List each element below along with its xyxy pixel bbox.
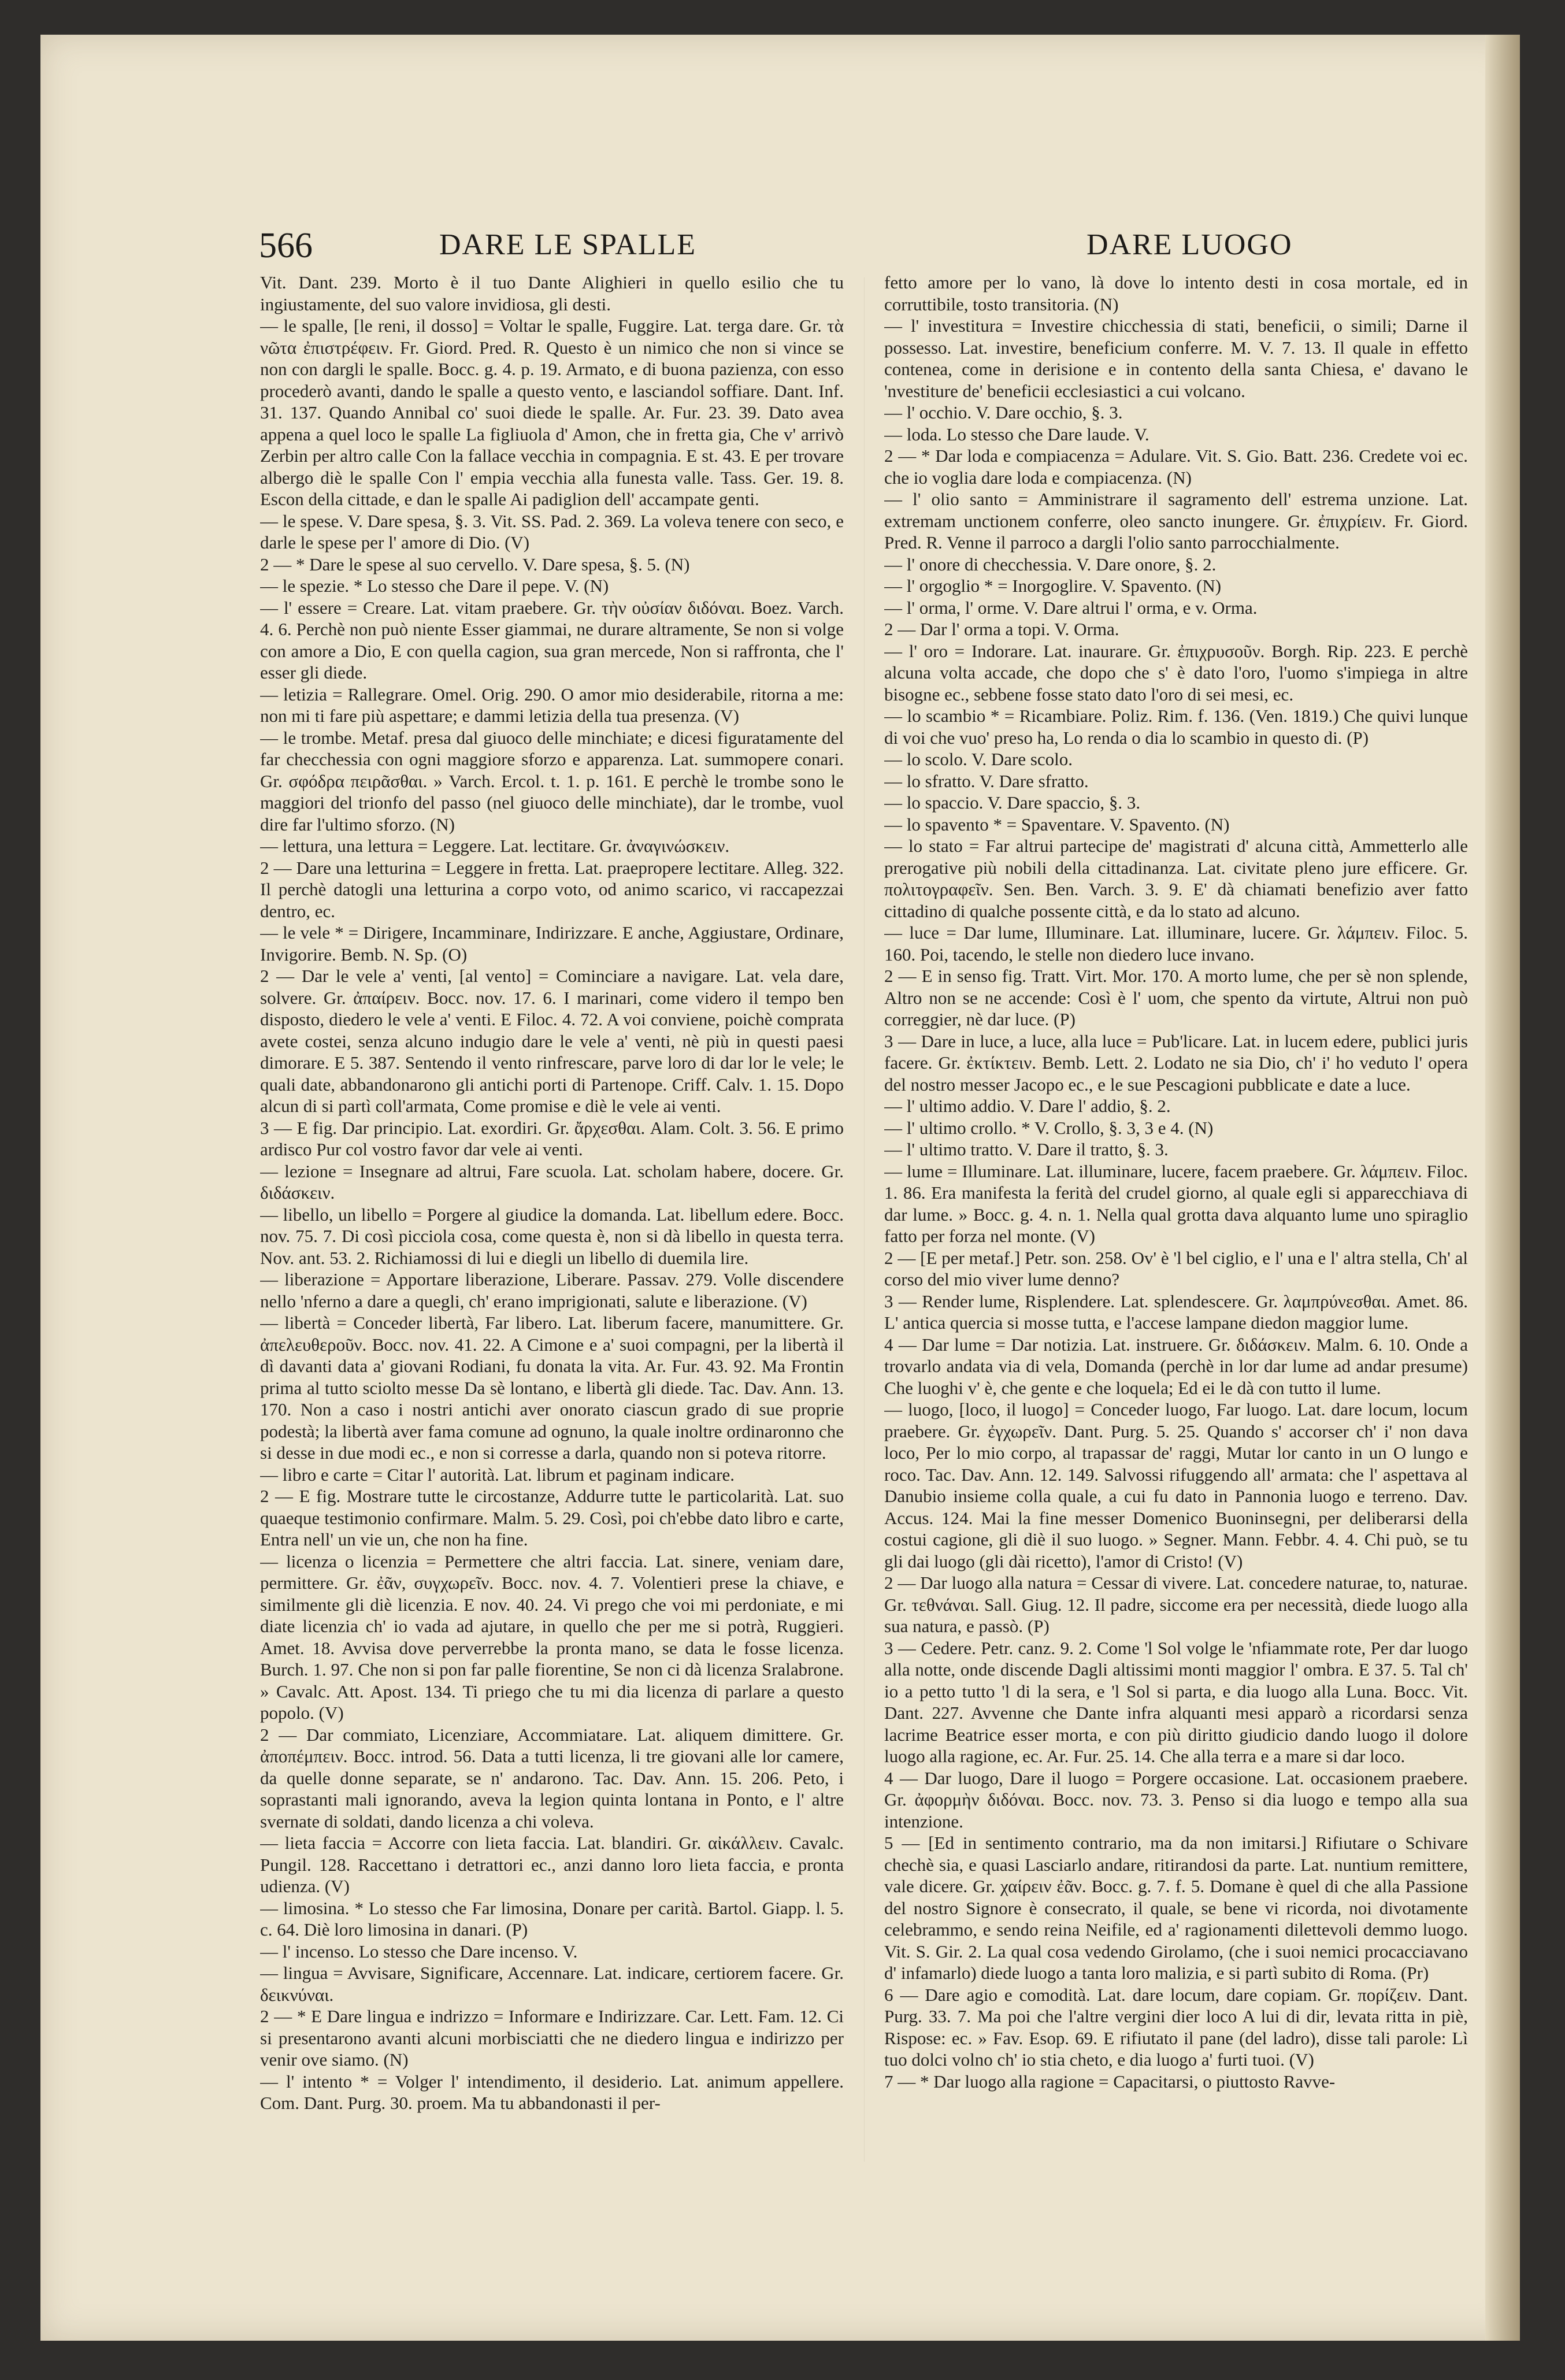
dictionary-entry: — l' essere = Creare. Lat. vitam praebere. Gr. τὴν οὐσίαν διδόναι. Boez. Varch. 4. 6. Perchè non può niente Esser giammai, ne durare altramente, Se non si volge con amore a Dio, E con quella cagion, sua gran mercede, Non si raffronta, che l' esser gli diede. <box>260 597 844 683</box>
dictionary-entry: — l' orgoglio * = Inorgoglire. V. Spavento. (N) <box>884 576 1222 596</box>
dictionary-entry: 6 — Dare agio e comodità. Lat. dare locum, dare copiam. Gr. πορίζειν. Dant. Purg. 33. 7. Ma poi che l'altre vergini dier loco A lui di dir, levata ritta in piè, Rispose: ec. » Fav. Esop. 69. E rifiutato il pane (del ladro), disse tali parole: Lì tuo dolci volno ch' io stia cheto, e dia luogo a' furti tuoi. (V) <box>884 1984 1468 2070</box>
dictionary-entry: — le trombe. Metaf. presa dal giuoco delle minchiate; e dicesi figuratamente del far checchessia con ogni maggiore sforzo e apparenza. Lat. summopere conari. Gr. σφόδρα πειρᾶσθαι. » Varch. Ercol. t. 1. p. 161. E perchè le trombe sono le maggiori del trionfo del passo (nel giuoco delle minchiate), dar le trombe, vuol dire far l'ultimo sforzo. (N) <box>260 727 844 835</box>
dictionary-entry: — l' olio santo = Amministrare il sagramento dell' estrema unzione. Lat. extremam unctionem conferre, oleo sancto inungere. Gr. ἐπιχρίειν. Fr. Giord. Pred. R. Venne il parroco a dargli l'olio santo parrocchialmente. <box>884 489 1468 553</box>
dictionary-entry: Vit. Dant. 239. Morto è il tuo Dante Alighieri in quello esilio che tu ingiustamente, del suo valore invidiosa, gli desti. <box>260 272 844 314</box>
dictionary-entry: 2 — Dar le vele a' venti, [al vento] = Cominciare a navigare. Lat. vela dare, solvere. Gr. ἀπαίρειν. Bocc. nov. 17. 6. I marinari, come videro il tempo ben disposto, diedero le vele a' venti. E Filoc. 4. 72. A voi conviene, poichè comprata avete costei, senza alcuno indugio dare le vele a' venti, nè più in questi paesi dimorare. E 5. 387. Sentendo il vento rinfrescare, parve loro di dar lor le vele; le quali date, abbandonarono gli antichi porti di Partenope. Criff. Calv. 1. 15. Dopo alcun di si partì coll'armata, Come promise e diè le vele ai venti. <box>260 966 844 1116</box>
right-running-title: DARE LUOGO <box>1086 228 1293 261</box>
left-running-title: DARE LE SPALLE <box>439 228 696 261</box>
dictionary-entry: 3 — Cedere. Petr. canz. 9. 2. Come 'l Sol volge le 'nfiammate rote, Per dar luogo alla notte, onde discende Dagli altissimi monti maggior l' ombra. E 37. 5. Tal ch' io a petto tutto 'l di la sera, e 'l Sol si parta, e dia luogo alla Luna. Bocc. Vit. Dant. 227. Avvenne che Dante infra alquanti mesi apparò a ricordarsi senza lacrime Beatrice esser morta, e con più diritto giudicio dando luogo il dolore luogo alla ragione, ec. Ar. Fur. 25. 14. Che alla terra e a mare si dar loco. <box>884 1637 1468 1766</box>
dictionary-entry: — l' investitura = Investire chicchessia di stati, beneficii, o simili; Darne il possesso. Lat. investire, beneficium conferre. M. V. 7. 13. Il quale in effetto contenea, come in derisione e in contento della santa Chiesa, e' davano le 'nvestiture de' beneficii ecclesiastici a cui volcano. <box>884 316 1468 401</box>
dictionary-entry: — l' ultimo tratto. V. Dare il tratto, §. 3. <box>884 1139 1169 1159</box>
dictionary-entry: — le spese. V. Dare spesa, §. 3. Vit. SS. Pad. 2. 369. La voleva tenere con seco, e darle le spese per l' amore di Dio. (V) <box>260 510 844 553</box>
dictionary-entry: 4 — Dar luogo, Dare il luogo = Porgere occasione. Lat. occasionem praebere. Gr. ἀφορμὴν διδόναι. Bocc. nov. 73. 3. Penso si dia luogo e tempo alla sua intenzione. <box>884 1767 1468 1832</box>
column-gutter <box>864 277 865 2162</box>
dictionary-entry: — lingua = Avvisare, Significare, Accennare. Lat. indicare, certiorem facere. Gr. δεικνύναι. <box>260 1963 844 2005</box>
dictionary-entry: — l' oro = Indorare. Lat. inaurare. Gr. ἐπιχρυσοῦν. Borgh. Rip. 223. E perchè alcuna volta accade, che dopo che s' è dato l'oro, l'uomo s'impiega in altre bisogne ec., sebbene fosse stato dato l'oro di sei mesi, ec. <box>884 640 1468 705</box>
binding-shadow <box>1485 35 1520 2341</box>
dictionary-entry: 3 — Render lume, Risplendere. Lat. splendescere. Gr. λαμπρύνεσθαι. Amet. 86. L' antica quercia si mosse tutta, e l'accese lampane diedon maggior lume. <box>884 1291 1468 1333</box>
dictionary-entry: — l' onore di checchessia. V. Dare onore, §. 2. <box>884 554 1217 574</box>
dictionary-entry: — lo sfratto. V. Dare sfratto. <box>884 770 1089 791</box>
dictionary-entry: — letizia = Rallegrare. Omel. Orig. 290. O amor mio desiderabile, ritorna a me: non mi ti fare più aspettare; e dammi letizia della tua presenza. (V) <box>260 684 844 726</box>
running-head <box>0 225 1565 266</box>
left-column <box>260 272 844 2162</box>
dictionary-entry: — lezione = Insegnare ad altrui, Fare scuola. Lat. scholam habere, docere. Gr. διδάσκειν. <box>260 1161 844 1203</box>
dictionary-entry: — l' incenso. Lo stesso che Dare incenso. V. <box>260 1941 578 1962</box>
dictionary-entry: — luogo, [loco, il luogo] = Conceder luogo, Far luogo. Lat. dare locum, locum praebere. Gr. ἐγχωρεῖν. Dant. Purg. 5. 25. Quando s' accorser ch' i' non dava loco, Per lo mio corpo, al trapassar de' raggi, Mutar lor canto in un O lungo e roco. Tac. Dav. Ann. 12. 149. Salvossi rifuggendo all' armata: che l' aspettava al Danubio insieme colla quale, a cui fu dato in Pannonia luogo e terreno. Dav. Accus. 124. Mai la fine messer Domenico Buoninsegni, per deliberarsi della costui cagione, gli diè il suo luogo. » Segner. Mann. Febbr. 4. 4. Chi può, se tu gli dai luogo (gli dài ricetto), l'amor di Cristo! (V) <box>884 1399 1468 1571</box>
dictionary-entry: 5 — [Ed in sentimento contrario, ma da non imitarsi.] Rifiutare o Schivare chechè sia, e quasi Lasciarlo andare, ritirandosi da parte. Lat. nuntium remittere, vale dicere. Gr. χαίρειν ἐᾶν. Bocc. g. 7. f. 5. Domane è quel di che alla Passione del nostro Signore è consecrato, il quale, se bene vi ricorda, noi divotamente celebrammo, e sendo reina Neifile, ed a' ragionamenti dilettevoli demmo luogo. Vit. S. Gir. 2. La qual cosa vedendo Girolamo, (che i suoi nemici procacciavano d' infamarlo) diede luogo a tanta loro malizia, e si partì subito di Roma. (Pr) <box>884 1833 1468 1983</box>
dictionary-entry: — libertà = Conceder libertà, Far libero. Lat. liberum facere, manumittere. Gr. ἀπελευθεροῦν. Bocc. nov. 41. 22. A Cimone e a' suoi compagni, per la libertà il dì davanti data a' giovani Rodiani, fu donata la vita. Ar. Fur. 43. 92. Ma Frontin prima al tutto sciolto messe Da sè lontano, e libertà gli diede. Tac. Dav. Ann. 13. 170. Non a caso i nostri antichi aver onorato ciascun grado di sue proprie podestà; la libertà aver fama comune ad ognuno, la quale inoltre ordinaronno che si desse in due modi ec., e non si corresse a darla, quando non si poteva ritorre. <box>260 1313 844 1463</box>
dictionary-entry: — lettura, una lettura = Leggere. Lat. lectitare. Gr. ἀναγινώσκειν. <box>260 836 730 856</box>
dictionary-entry: 2 — Dar luogo alla natura = Cessar di vivere. Lat. concedere naturae, to, naturae. Gr. τεθνάναι. Sall. Giug. 12. Il padre, siccome era per necessità, diede luogo alla sua natura, e passò. (P) <box>884 1573 1468 1636</box>
dictionary-entry: — l' orma, l' orme. V. Dare altrui l' orma, e v. Orma. <box>884 597 1258 618</box>
dictionary-entry: — libro e carte = Citar l' autorità. Lat. librum et paginam indicare. <box>260 1464 735 1485</box>
dictionary-entry: — lo stato = Far altrui partecipe de' magistrati d' alcuna città, Ammetterlo alle prerogative più nobili della cittadinanza. Lat. civitate pleno jure efficere. Gr. πολιτογραφεῖν. Sen. Ben. Varch. 3. 9. E' dà chiamati benefizio aver fatto cittadino di qualche possente città, e da lo stato ad alcuno. <box>884 836 1468 921</box>
dictionary-entry: 3 — Dare in luce, a luce, alla luce = Pub'licare. Lat. in lucem edere, publici juris facere. Gr. ἐκτίκτειν. Bemb. Lett. 2. Lodato ne sia Dio, ch' i' ho veduto l' opera del nostro messer Jacopo ec., e le sue Pescagioni pubblicate e date a luce. <box>884 1030 1468 1095</box>
dictionary-entry: — loda. Lo stesso che Dare laude. V. <box>884 424 1149 444</box>
dictionary-entry: — lo spaccio. V. Dare spaccio, §. 3. <box>884 792 1141 813</box>
dictionary-entry: — liberazione = Apportare liberazione, Liberare. Passav. 279. Volle discendere nello 'nferno a dare a quegli, ch' erano imprigionati, salute e liberazione. (V) <box>260 1269 844 1311</box>
dictionary-entry: — lo scolo. V. Dare scolo. <box>884 749 1073 769</box>
dictionary-entry: — lo spavento * = Spaventare. V. Spavento. (N) <box>884 814 1230 835</box>
dictionary-entry: 2 — * Dar loda e compiacenza = Adulare. Vit. S. Gio. Batt. 236. Credete voi ec. che io voglia dare loda e compiacenza. (N) <box>884 446 1468 488</box>
dictionary-entry: 2 — Dar l' orma a topi. V. Orma. <box>884 619 1119 639</box>
dictionary-entry: — l' ultimo crollo. * V. Crollo, §. 3, 3 e 4. (N) <box>884 1117 1214 1138</box>
dictionary-entry: 4 — Dar lume = Dar notizia. Lat. instruere. Gr. διδάσκειν. Malm. 6. 10. Onde a trovarlo andata via di vela, Domanda (perchè in lor dar lume ad andar presume) Che luoghi v' è, che gente e che loquela; Ed ei le dà con tutto il lume. <box>884 1334 1468 1398</box>
dictionary-entry: — limosina. * Lo stesso che Far limosina, Donare per carità. Bartol. Giapp. l. 5. c. 64. Diè loro limosina in danari. (P) <box>260 1897 844 1940</box>
dictionary-entry: — le vele * = Dirigere, Incamminare, Indirizzare. E anche, Aggiustare, Ordinare, Invigorire. Bemb. N. Sp. (O) <box>260 922 844 965</box>
dictionary-entry: 2 — E fig. Mostrare tutte le circostanze, Addurre tutte le particolarità. Lat. suo quaeque testimonio confirmare. Malm. 5. 29. Così, poi ch'ebbe dato libro e carte, Entra nell' un vie un, che non ha fine. <box>260 1486 844 1549</box>
dictionary-entry: — lume = Illuminare. Lat. illuminare, lucere, facem praebere. Gr. λάμπειν. Filoc. 1. 86. Era manifesta la ferità del crudel giorno, al quale egli si apparecchiava di dar lume. » Bocc. g. 4. n. 1. Nella qual grotta dava alquanto lume uno spiraglio fatto per forza nel monte. (V) <box>884 1161 1468 1246</box>
dictionary-entry: — l' ultimo addio. V. Dare l' addio, §. 2. <box>884 1096 1171 1116</box>
dictionary-entry: — licenza o licenzia = Permettere che altri faccia. Lat. sinere, veniam dare, permittere. Gr. ἐᾶν, συγχωρεῖν. Bocc. nov. 4. 7. Volentieri prese la chiave, e similmente gli diè licenzia. E nov. 40. 24. Vi prego che voi mi perdoniate, e mi diate licenzia ch' io vada ad ajutare, in quello che per me si potrà, Ruggieri. Amet. 18. Avvisa dove perverrebbe la pronta mano, se data le fosse licenza. Burch. 1. 97. Che non si pon far palle fiorentine, Se non ci dà licenza Sralabrone. » Cavalc. Att. Apost. 134. Ti priego che tu mi dia licenza di parlare a questo popolo. (V) <box>260 1551 844 1723</box>
page-number: 566 <box>259 226 313 265</box>
dictionary-entry: 2 — * Dare le spese al suo cervello. V. Dare spesa, §. 5. (N) <box>260 554 690 574</box>
dictionary-entry: 2 — Dare una letturina = Leggere in fretta. Lat. praepropere lectitare. Alleg. 322. Il perchè datogli una letturina a corpo voto, od animo scarico, vi raccapezzai dentro, ec. <box>260 857 844 921</box>
dictionary-entry: — lo scambio * = Ricambiare. Poliz. Rim. f. 136. (Ven. 1819.) Che quivi lunque di voi che vuo' preso ha, Lo renda o dia lo scambio in questo di. (P) <box>884 706 1468 748</box>
dictionary-entry: — l' intento * = Volger l' intendimento, il desiderio. Lat. animum appellere. Com. Dant. Purg. 30. proem. Ma tu abbandonasti il per- <box>260 2071 844 2113</box>
dictionary-entry: 3 — E fig. Dar principio. Lat. exordiri. Gr. ἄρχεσθαι. Alam. Colt. 3. 56. E primo ardisco Pur col vostro favor dar vele ai venti. <box>260 1117 844 1159</box>
dictionary-entry: — lieta faccia = Accorre con lieta faccia. Lat. blandiri. Gr. αἰκάλλειν. Cavalc. Pungil. 128. Raccettano i detrattori ec., anzi danno loro lieta faccia, e pronta udienza. (V) <box>260 1833 844 1896</box>
dictionary-entry: — l' occhio. V. Dare occhio, §. 3. <box>884 402 1123 422</box>
dictionary-entry: — le spalle, [le reni, il dosso] = Voltar le spalle, Fuggire. Lat. terga dare. Gr. τὰ νῶτα ἐπιστρέφειν. Fr. Giord. Pred. R. Questo è un nimico che non si vince se non con dargli le spalle. Bocc. g. 4. p. 19. Armato, e di buona pazienza, con esso procederò avanti, dando le spalle a questo vento, e lasciandol soffiare. Dant. Inf. 31. 137. Quando Annibal co' suoi diede le spalle. Ar. Fur. 23. 39. Dato avea appena a quel loco le spalle La figliuola d' Amon, che in fretta gia, Che v' arrivò Zerbin per altro calle Con la fallace vecchia in compagnia. E st. 43. E per trovare albergo diè le spalle Con l' empia vecchia alla funesta valle. Tass. Ger. 19. 8. Escon della cittade, e dan le spalle Ai padiglion dell' accampate genti. <box>260 316 844 509</box>
dictionary-entry: — le spezie. * Lo stesso che Dare il pepe. V. (N) <box>260 576 609 596</box>
dictionary-entry: 2 — * E Dare lingua e indrizzo = Informare e Indirizzare. Car. Lett. Fam. 12. Ci si presentarono avanti alcuni morbisciatti che ne diedero lingua e indirizzo per venir ove siamo. (N) <box>260 2006 844 2070</box>
right-column <box>884 272 1468 2162</box>
dictionary-entry: 2 — E in senso fig. Tratt. Virt. Mor. 170. A morto lume, che per sè non splende, Altro non se ne accende: Così è l' uom, che spento da virtute, Altrui non può correggier, nè dar luce. (P) <box>884 966 1468 1029</box>
dictionary-entry: — libello, un libello = Porgere al giudice la domanda. Lat. libellum edere. Bocc. nov. 75. 7. Di così picciola cosa, come questa è, non si dà libello in questa terra. Nov. ant. 53. 2. Richiamossi di lui e diegli un libello di duemila lire. <box>260 1204 844 1268</box>
dictionary-entry: 2 — [E per metaf.] Petr. son. 258. Ov' è 'l bel ciglio, e l' una e l' altra stella, Ch' al corso del mio viver lume denno? <box>884 1247 1468 1289</box>
dictionary-entry: 2 — Dar commiato, Licenziare, Accommiatare. Lat. aliquem dimittere. Gr. ἀποπέμπειν. Bocc. introd. 56. Data a tutti licenza, li tre giovani alle lor camere, da quelle donne separate, se n' andarono. Tac. Dav. Ann. 15. 206. Peto, i soprastanti mali ignorando, aveva la legion quinta lontana in Ponto, e l' altre svernate di soldati, dando licenza a chi voleva. <box>260 1724 844 1832</box>
dictionary-entry: — luce = Dar lume, Illuminare. Lat. illuminare, lucere. Gr. λάμπειν. Filoc. 5. 160. Poi, tacendo, le stelle non diedero luce invano. <box>884 922 1468 965</box>
dictionary-entry: 7 — * Dar luogo alla ragione = Capacitarsi, o piuttosto Ravve- <box>884 2071 1336 2092</box>
dictionary-entry: fetto amore per lo vano, là dove lo intento desti in cosa mortale, ed in corruttibile, tosto transitoria. (N) <box>884 272 1468 314</box>
